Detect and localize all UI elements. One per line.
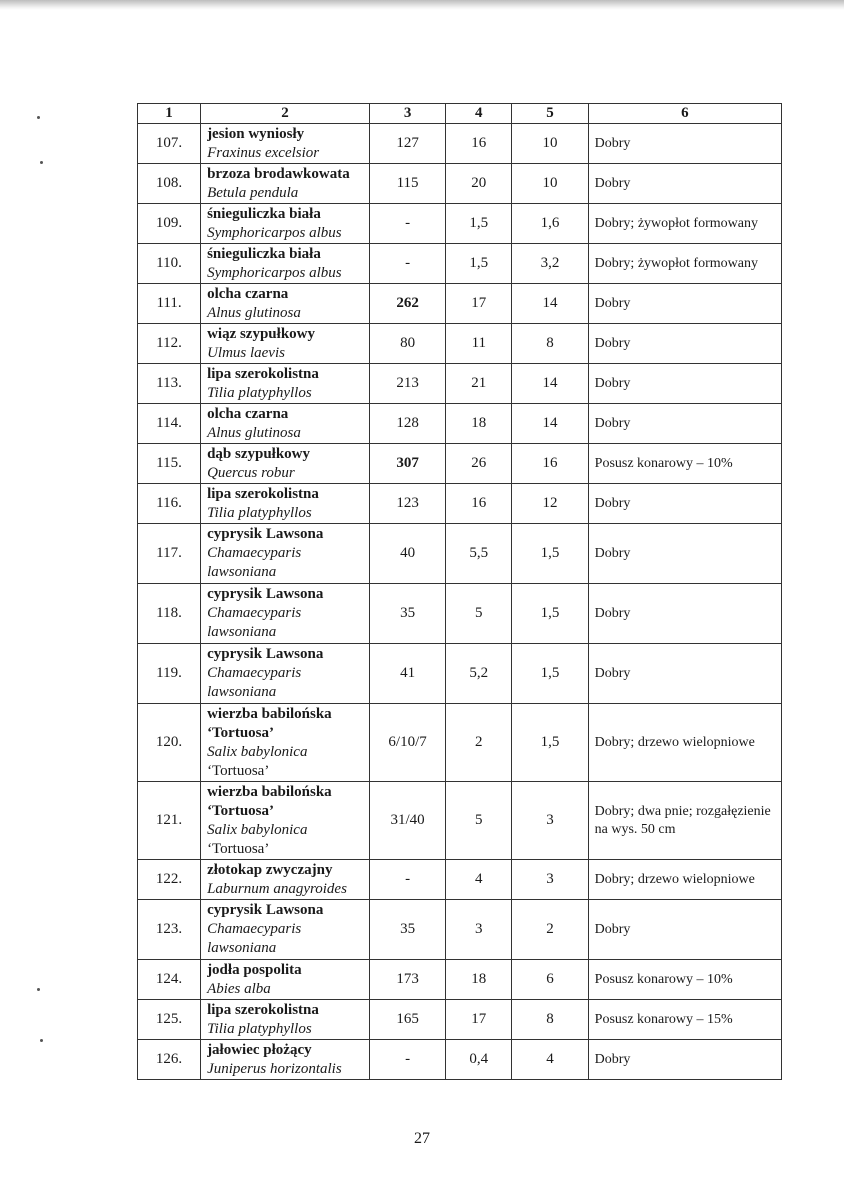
condition-note: Dobry; żywopłot formowany	[588, 204, 781, 244]
col-5-value: 8	[512, 324, 588, 364]
polish-name: wierzba babilońska ‘Tortuosa’	[207, 705, 332, 741]
col-4-value: 17	[446, 284, 512, 324]
table-row	[138, 204, 782, 244]
condition-note: Dobry; drzewo wielopniowe	[588, 704, 781, 782]
polish-name: olcha czarna	[207, 285, 289, 302]
polish-name: śnieguliczka biała	[207, 245, 321, 262]
species-cell	[201, 860, 370, 900]
table-row	[138, 1040, 782, 1080]
table-row	[138, 1000, 782, 1040]
row-number: 126.	[138, 1040, 201, 1080]
col-3-value: -	[369, 1040, 445, 1080]
col-5-value: 8	[512, 1000, 588, 1040]
header-col-6: 6	[588, 104, 781, 124]
table-row	[138, 404, 782, 444]
row-number: 108.	[138, 164, 201, 204]
condition-note: Dobry	[588, 524, 781, 584]
page-number: 27	[414, 1130, 430, 1147]
row-number: 119.	[138, 644, 201, 704]
condition-note: Dobry; dwa pnie; rozgałęzienie na wys. 50 cm	[588, 782, 781, 860]
col-3-value: 35	[369, 900, 445, 960]
cultivar-name: ‘Tortuosa’	[207, 840, 270, 857]
row-number: 113.	[138, 364, 201, 404]
polish-name: wiąz szypułkowy	[207, 325, 315, 342]
latin-name: Tilia platyphyllos	[207, 504, 312, 521]
col-4-value: 5,5	[446, 524, 512, 584]
header-col-4: 4	[446, 104, 512, 124]
col-3-value: 165	[369, 1000, 445, 1040]
col-3-value: 41	[369, 644, 445, 704]
polish-name: wierzba babilońska ‘Tortuosa’	[207, 783, 332, 819]
condition-note: Dobry	[588, 644, 781, 704]
col-3-value: 123	[369, 484, 445, 524]
col-3-value: 31/40	[369, 782, 445, 860]
latin-name: Symphoricarpos albus	[207, 264, 342, 281]
latin-name: Tilia platyphyllos	[207, 384, 312, 401]
latin-name: Chamaecyparis lawsoniana	[207, 605, 302, 640]
species-cell	[201, 524, 370, 584]
col-5-value: 10	[512, 124, 588, 164]
condition-note: Dobry	[588, 284, 781, 324]
polish-name: cyprysik Lawsona	[207, 586, 324, 602]
row-number: 115.	[138, 444, 201, 484]
col-5-value: 3	[512, 860, 588, 900]
species-cell	[201, 1000, 370, 1040]
row-number: 121.	[138, 782, 201, 860]
col-4-value: 18	[446, 960, 512, 1000]
table-body	[138, 124, 782, 1080]
col-4-value: 21	[446, 364, 512, 404]
col-4-value: 5	[446, 584, 512, 644]
header-col-3: 3	[369, 104, 445, 124]
polish-name: jodła pospolita	[207, 961, 302, 978]
species-cell	[201, 644, 370, 704]
table-row	[138, 860, 782, 900]
condition-note: Dobry; żywopłot formowany	[588, 244, 781, 284]
col-3-value: 80	[369, 324, 445, 364]
species-cell	[201, 364, 370, 404]
scan-speck	[37, 988, 40, 991]
polish-name: cyprysik Lawsona	[207, 902, 324, 918]
table-row	[138, 782, 782, 860]
polish-name: jesion wyniosły	[207, 125, 305, 142]
col-3-value: 262	[369, 284, 445, 324]
row-number: 117.	[138, 524, 201, 584]
col-3-value: 128	[369, 404, 445, 444]
condition-note: Dobry	[588, 584, 781, 644]
latin-name: Fraxinus excelsior	[207, 144, 320, 161]
col-5-value: 1,5	[512, 644, 588, 704]
species-cell	[201, 244, 370, 284]
condition-note: Dobry	[588, 124, 781, 164]
scan-speck	[40, 161, 43, 164]
species-cell	[201, 204, 370, 244]
condition-note: Dobry	[588, 364, 781, 404]
tree-inventory-table	[137, 103, 782, 1080]
latin-name: Juniperus horizontalis	[207, 1060, 342, 1077]
condition-note: Dobry	[588, 900, 781, 960]
col-3-value: 35	[369, 584, 445, 644]
col-3-value: 127	[369, 124, 445, 164]
latin-name: Chamaecyparis lawsoniana	[207, 545, 302, 580]
col-5-value: 14	[512, 404, 588, 444]
latin-name: Alnus glutinosa	[207, 424, 301, 441]
header-col-5: 5	[512, 104, 588, 124]
latin-name: Symphoricarpos albus	[207, 224, 342, 241]
polish-name: cyprysik Lawsona	[207, 526, 324, 542]
table-row	[138, 364, 782, 404]
scan-speck	[37, 116, 40, 119]
condition-note: Dobry; drzewo wielopniowe	[588, 860, 781, 900]
condition-note: Dobry	[588, 164, 781, 204]
species-cell	[201, 284, 370, 324]
header-col-1: 1	[138, 104, 201, 124]
table-row	[138, 960, 782, 1000]
species-cell	[201, 584, 370, 644]
species-cell	[201, 484, 370, 524]
row-number: 118.	[138, 584, 201, 644]
species-cell	[201, 444, 370, 484]
condition-note: Posusz konarowy – 10%	[588, 444, 781, 484]
header-col-2: 2	[201, 104, 370, 124]
scan-speck	[40, 1039, 43, 1042]
table-row	[138, 704, 782, 782]
polish-name: złotokap zwyczajny	[207, 861, 333, 878]
species-cell	[201, 324, 370, 364]
row-number: 124.	[138, 960, 201, 1000]
col-4-value: 20	[446, 164, 512, 204]
table-row	[138, 124, 782, 164]
latin-name: Salix babylonica	[207, 743, 308, 760]
polish-name: lipa szerokolistna	[207, 1001, 319, 1018]
species-cell	[201, 404, 370, 444]
species-cell	[201, 704, 370, 782]
latin-name: Tilia platyphyllos	[207, 1020, 312, 1037]
col-3-value: 307	[369, 444, 445, 484]
latin-name: Alnus glutinosa	[207, 304, 301, 321]
col-4-value: 16	[446, 484, 512, 524]
col-3-value: 6/10/7	[369, 704, 445, 782]
species-cell	[201, 1040, 370, 1080]
row-number: 116.	[138, 484, 201, 524]
col-5-value: 10	[512, 164, 588, 204]
row-number: 123.	[138, 900, 201, 960]
species-cell	[201, 164, 370, 204]
polish-name: lipa szerokolistna	[207, 365, 319, 382]
col-4-value: 0,4	[446, 1040, 512, 1080]
species-cell	[201, 782, 370, 860]
table-row	[138, 584, 782, 644]
latin-name: Laburnum anagyroides	[207, 880, 347, 897]
species-cell	[201, 960, 370, 1000]
cultivar-name: ‘Tortuosa’	[207, 762, 270, 779]
condition-note: Dobry	[588, 324, 781, 364]
col-3-value: 213	[369, 364, 445, 404]
latin-name: Salix babylonica	[207, 821, 308, 838]
table-row	[138, 164, 782, 204]
col-3-value: 173	[369, 960, 445, 1000]
col-5-value: 3,2	[512, 244, 588, 284]
table-row	[138, 244, 782, 284]
header-row	[138, 104, 782, 124]
polish-name: śnieguliczka biała	[207, 205, 321, 222]
polish-name: brzoza brodawkowata	[207, 165, 350, 182]
scan-top-edge	[0, 0, 844, 10]
row-number: 114.	[138, 404, 201, 444]
polish-name: lipa szerokolistna	[207, 485, 319, 502]
latin-name: Ulmus laevis	[207, 344, 285, 361]
col-4-value: 5	[446, 782, 512, 860]
polish-name: dąb szypułkowy	[207, 445, 311, 462]
table-row	[138, 284, 782, 324]
latin-name: Abies alba	[207, 980, 271, 997]
col-5-value: 3	[512, 782, 588, 860]
table-row	[138, 900, 782, 960]
col-5-value: 6	[512, 960, 588, 1000]
table-header	[138, 104, 782, 124]
polish-name: olcha czarna	[207, 405, 289, 422]
condition-note: Posusz konarowy – 15%	[588, 1000, 781, 1040]
row-number: 125.	[138, 1000, 201, 1040]
col-4-value: 2	[446, 704, 512, 782]
col-4-value: 17	[446, 1000, 512, 1040]
col-5-value: 1,5	[512, 704, 588, 782]
col-5-value: 14	[512, 284, 588, 324]
species-cell	[201, 900, 370, 960]
col-5-value: 12	[512, 484, 588, 524]
col-3-value: -	[369, 860, 445, 900]
row-number: 120.	[138, 704, 201, 782]
col-5-value: 16	[512, 444, 588, 484]
col-4-value: 18	[446, 404, 512, 444]
latin-name: Chamaecyparis lawsoniana	[207, 665, 302, 700]
row-number: 110.	[138, 244, 201, 284]
col-5-value: 4	[512, 1040, 588, 1080]
col-5-value: 1,6	[512, 204, 588, 244]
col-4-value: 16	[446, 124, 512, 164]
col-4-value: 3	[446, 900, 512, 960]
row-number: 111.	[138, 284, 201, 324]
col-4-value: 5,2	[446, 644, 512, 704]
latin-name: Betula pendula	[207, 184, 299, 201]
col-4-value: 1,5	[446, 244, 512, 284]
condition-note: Posusz konarowy – 10%	[588, 960, 781, 1000]
col-3-value: -	[369, 204, 445, 244]
col-3-value: 115	[369, 164, 445, 204]
col-4-value: 11	[446, 324, 512, 364]
col-4-value: 26	[446, 444, 512, 484]
col-5-value: 1,5	[512, 524, 588, 584]
table-row	[138, 444, 782, 484]
row-number: 112.	[138, 324, 201, 364]
latin-name: Chamaecyparis lawsoniana	[207, 921, 302, 956]
condition-note: Dobry	[588, 484, 781, 524]
col-5-value: 2	[512, 900, 588, 960]
row-number: 122.	[138, 860, 201, 900]
col-3-value: -	[369, 244, 445, 284]
latin-name: Quercus robur	[207, 464, 295, 481]
polish-name: cyprysik Lawsona	[207, 646, 324, 662]
table-row	[138, 644, 782, 704]
col-5-value: 1,5	[512, 584, 588, 644]
col-4-value: 4	[446, 860, 512, 900]
row-number: 107.	[138, 124, 201, 164]
row-number: 109.	[138, 204, 201, 244]
polish-name: jałowiec płożący	[207, 1041, 312, 1058]
species-cell	[201, 124, 370, 164]
col-4-value: 1,5	[446, 204, 512, 244]
col-5-value: 14	[512, 364, 588, 404]
col-3-value: 40	[369, 524, 445, 584]
table-row	[138, 524, 782, 584]
table-row	[138, 324, 782, 364]
condition-note: Dobry	[588, 404, 781, 444]
condition-note: Dobry	[588, 1040, 781, 1080]
table-row	[138, 484, 782, 524]
